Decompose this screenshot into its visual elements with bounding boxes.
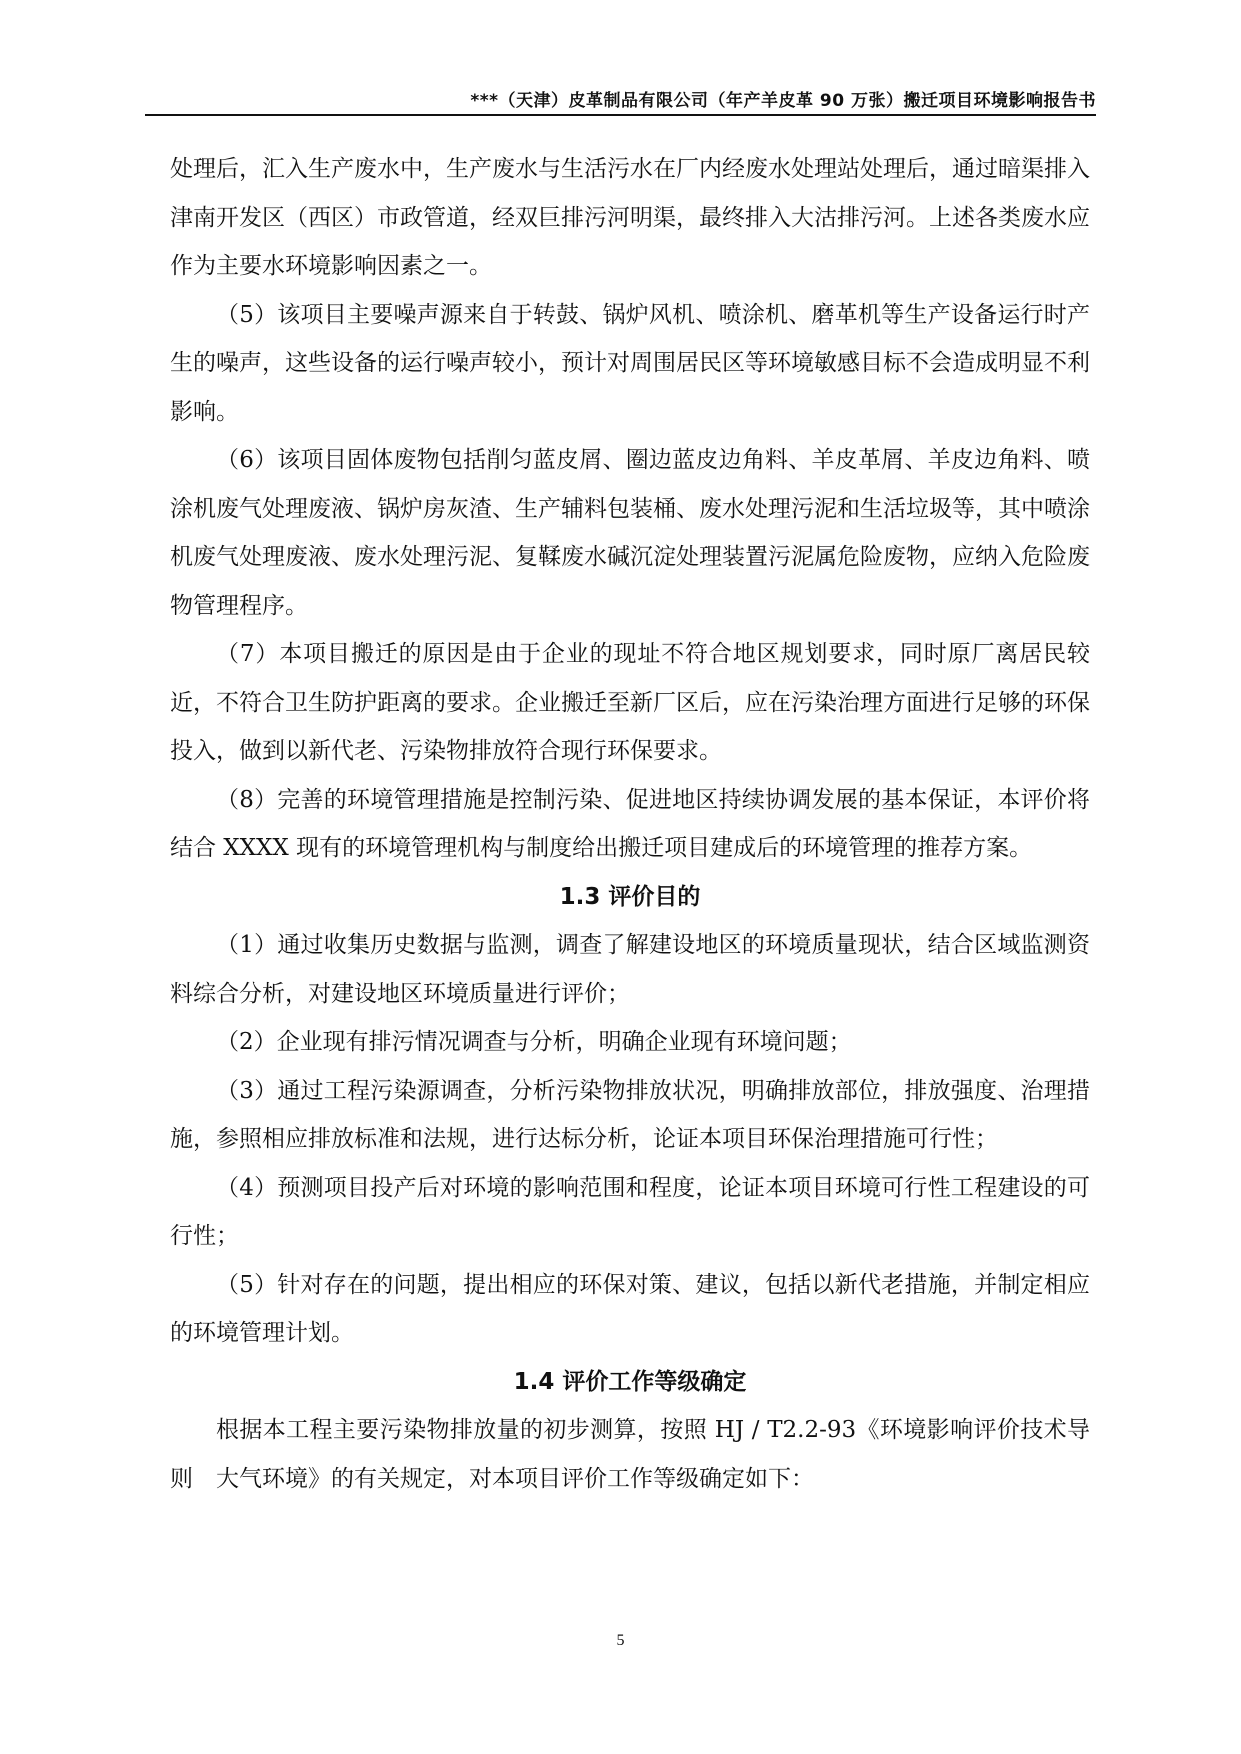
objective-item-1: （1）通过收集历史数据与监测，调查了解建设地区的环境质量现状，结合区域监测资料综合分析，对建设地区环境质量进行评价； [170,932,1090,1007]
section-heading-1-3: 1.3 评价目的 [559,883,701,910]
section-heading-1-4: 1.4 评价工作等级确定 [513,1368,747,1395]
paragraph-item-6: （6）该项目固体废物包括削匀蓝皮屑、圈边蓝皮边角料、羊皮革屑、羊皮边角料、喷涂机废气处理废液、锅炉房灰渣、生产辅料包装桶、废水处理污泥和生活垃圾等，其中喷涂机废气处理废液、废水处理污泥、复鞣废水碱沉淀处理装置污泥属危险废物，应纳入危险废物管理程序。 [170,447,1090,619]
paragraph-item-7: （7）本项目搬迁的原因是由于企业的现址不符合地区规划要求，同时原厂离居民较近，不符合卫生防护距离的要求。企业搬迁至新厂区后，应在污染治理方面进行足够的环保投入，做到以新代老、污染物排放符合现行环保要求。 [170,641,1090,764]
objective-item-3: （3）通过工程污染源调查，分析污染物排放状况，明确排放部位，排放强度、治理措施，参照相应排放标准和法规，进行达标分析，论证本项目环保治理措施可行性； [170,1077,1090,1152]
paragraph-item-5: （5）该项目主要噪声源来自于转鼓、锅炉风机、喷涂机、磨革机等生产设备运行时产生的噪声，这些设备的运行噪声较小，预计对周围居民区等环境敏感目标不会造成明显不利影响。 [170,301,1090,425]
objective-item-4: （4）预测项目投产后对环境的影响范围和程度，论证本项目环境可行性工程建设的可行性； [170,1174,1090,1249]
page-number: 5 [616,1632,625,1649]
header-rule [145,114,1096,116]
paragraph-continuation: 处理后，汇入生产废水中，生产废水与生活污水在厂内经废水处理站处理后，通过暗渠排入津南开发区（西区）市政管道，经双巨排污河明渠，最终排入大沽排污河。上述各类废水应作为主要水环境影响因素之一。 [170,156,1090,279]
grading-paragraph: 根据本工程主要污染物排放量的初步测算，按照 HJ / T2.2-93《环境影响评价技术导则 大气环境》的有关规定，对本项目评价工作等级确定如下： [170,1417,1090,1492]
body-text [170,145,1090,1503]
objective-item-5: （5）针对存在的问题，提出相应的环保对策、建议，包括以新代老措施，并制定相应的环境管理计划。 [170,1271,1090,1346]
paragraph-item-8: （8）完善的环境管理措施是控制污染、促进地区持续协调发展的基本保证，本评价将结合 XXXX 现有的环境管理机构与制度给出搬迁项目建成后的环境管理的推荐方案。 [170,786,1090,861]
running-header: ***（天津）皮革制品有限公司（年产羊皮革 90 万张）搬迁项目环境影响报告书 [470,91,1096,111]
objective-item-2: （2）企业现有排污情况调查与分析，明确企业现有环境问题； [216,1029,852,1055]
